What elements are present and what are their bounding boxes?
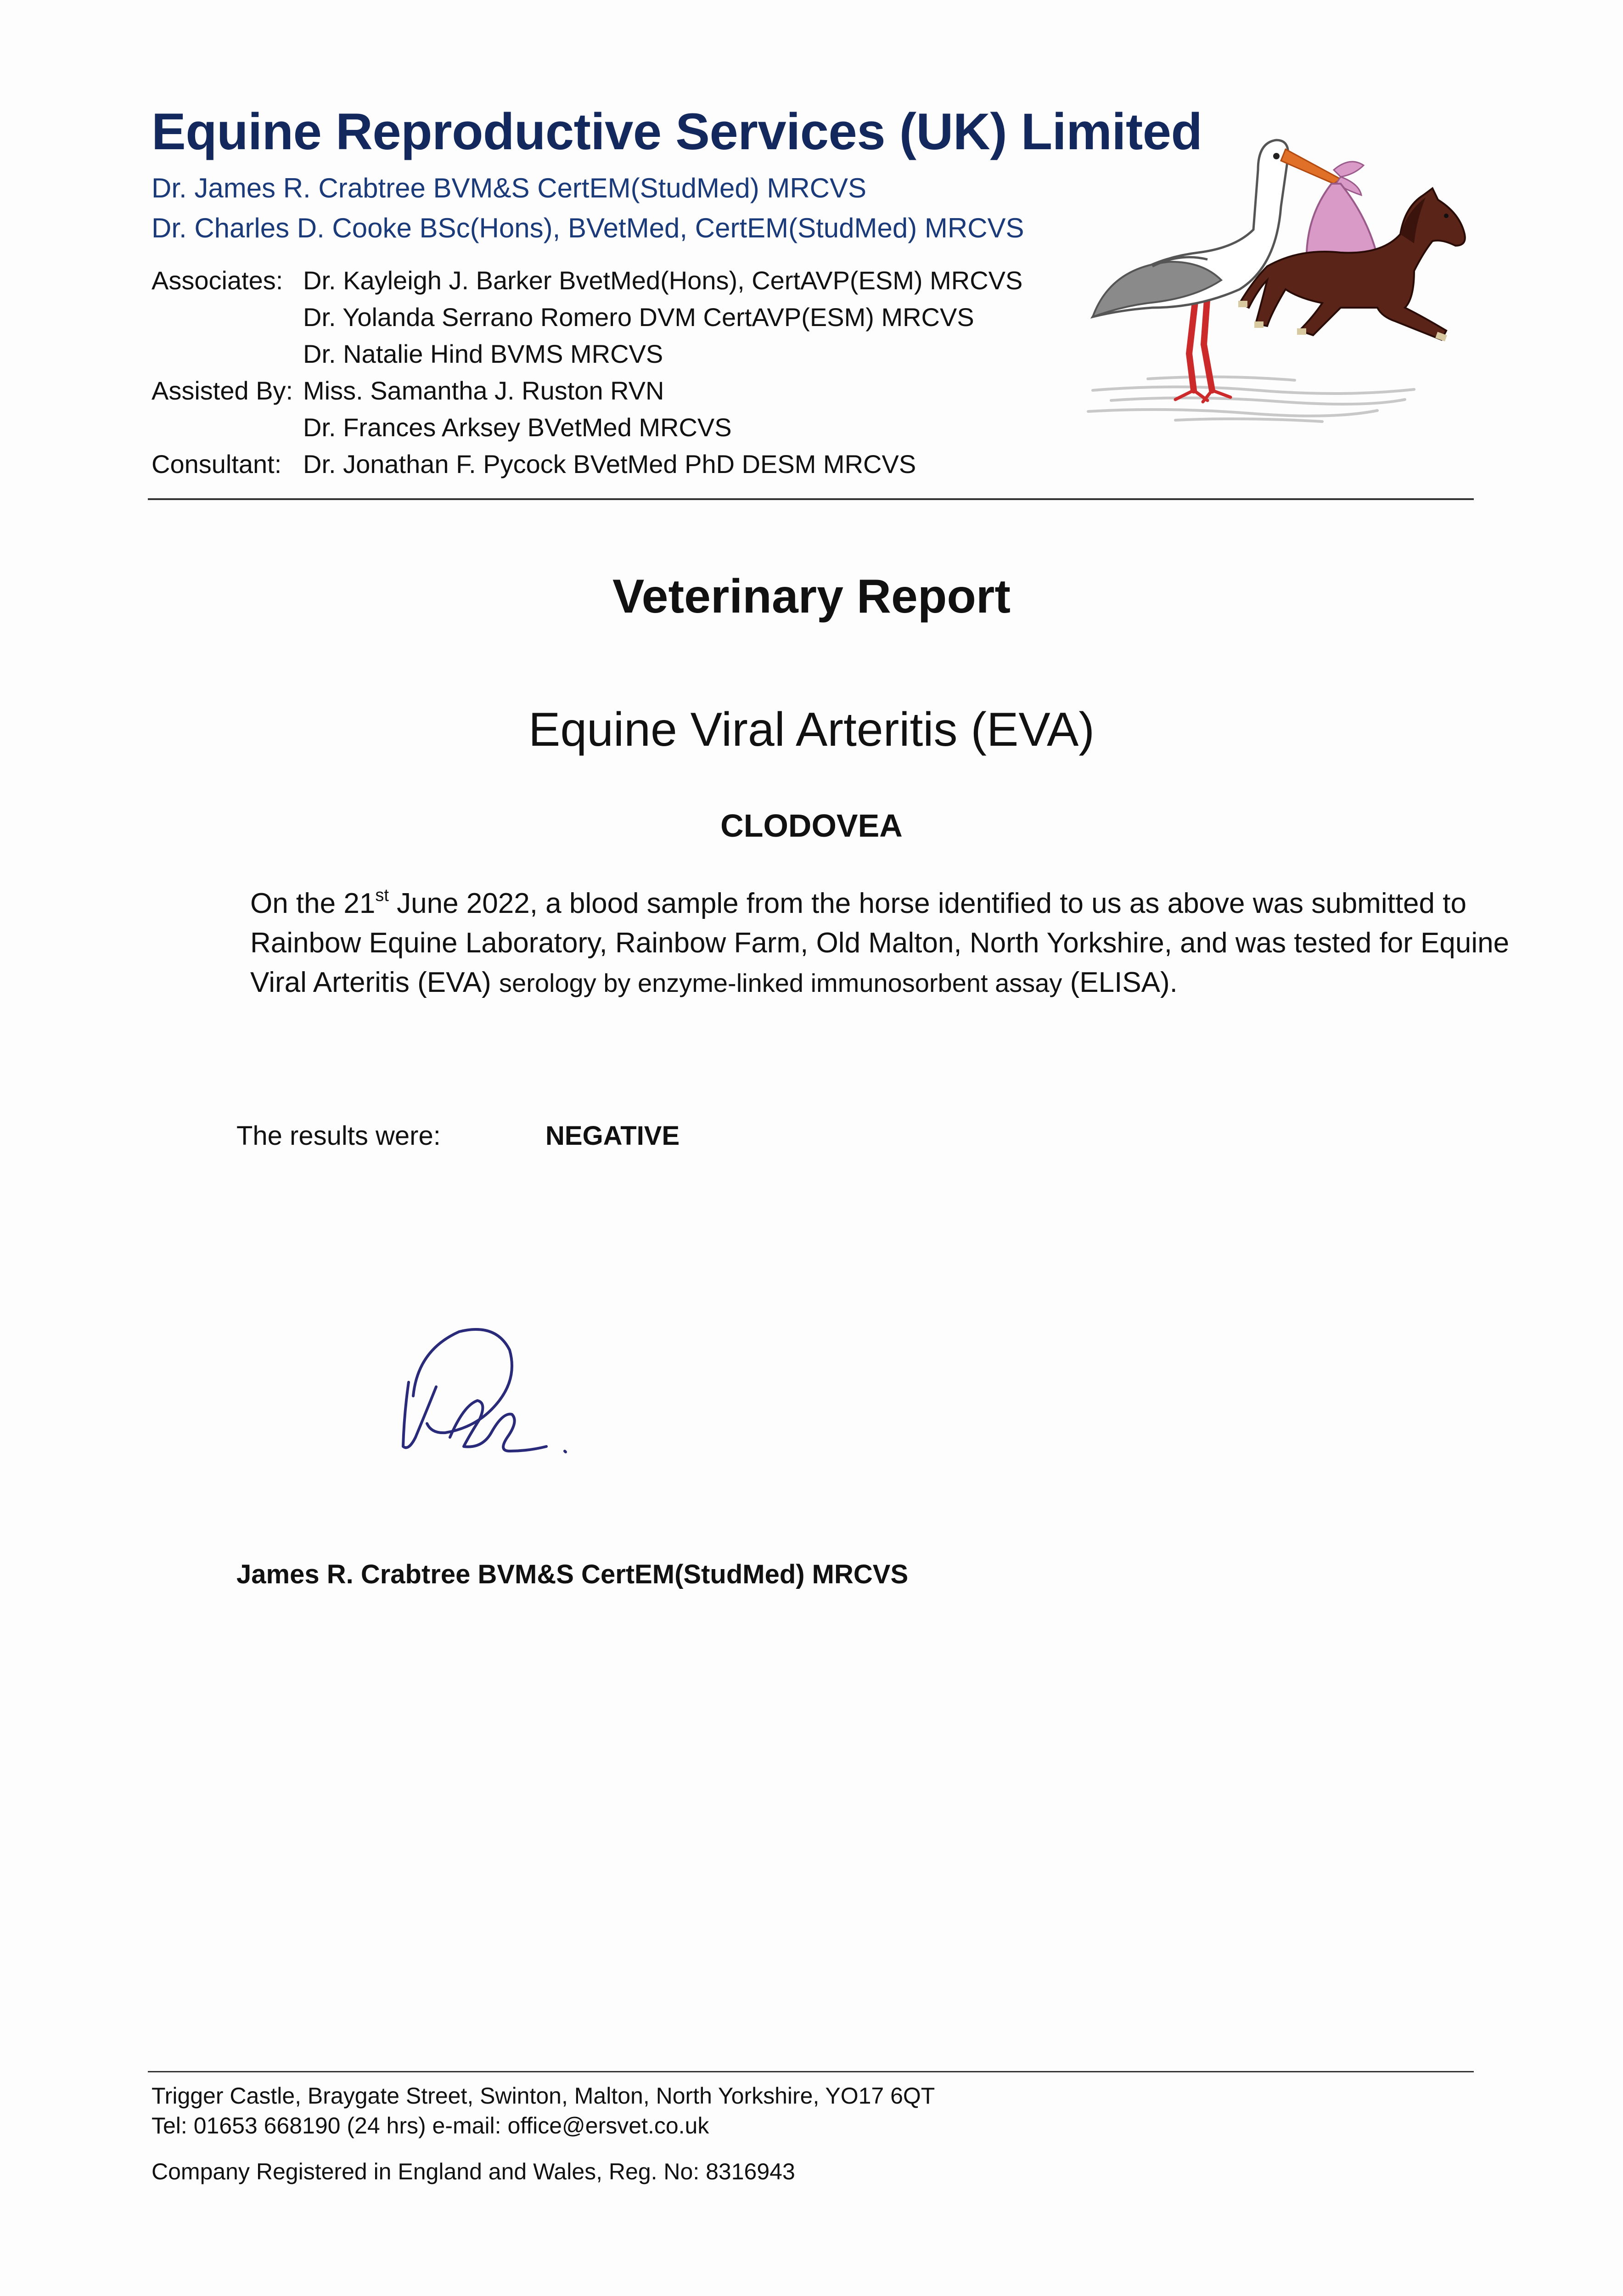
signer-name: James R. Crabtree BVM&S CertEM(StudMed) MRCVS xyxy=(236,1559,909,1589)
report-subject: Equine Viral Arteritis (EVA) xyxy=(528,703,1095,756)
para-main: June 2022, a blood sample from the horse identified to us as above was submitted to Rainbow Equine Laboratory, Rainbow Farm, Old Malton, North Yorkshire, and was tested for Equine Viral Arteritis (EVA) xyxy=(250,888,1510,998)
para-method: serology by enzyme-linked immunosorbent assay xyxy=(499,968,1062,997)
results-value: NEGATIVE xyxy=(545,1121,680,1151)
header-divider xyxy=(148,498,1474,500)
signature xyxy=(395,1313,569,1465)
company-name: Equine Reproductive Services (UK) Limited xyxy=(152,103,1202,160)
associate-2: Dr. Yolanda Serrano Romero DVM CertAVP(ESM) MRCVS xyxy=(303,303,974,332)
associate-1: Dr. Kayleigh J. Barker BvetMed(Hons), CertAVP(ESM) MRCVS xyxy=(303,266,1023,295)
footer-divider xyxy=(148,2071,1474,2072)
footer-address: Trigger Castle, Braygate Street, Swinton, Malton, North Yorkshire, YO17 6QT xyxy=(152,2083,935,2109)
report-title: Veterinary Report xyxy=(612,570,1011,623)
para-end: (ELISA). xyxy=(1062,967,1178,998)
assisted-label: Assisted By: xyxy=(152,376,293,405)
results-label: The results were: xyxy=(236,1121,441,1151)
footer-contact: Tel: 01653 668190 (24 hrs) e-mail: office@ersvet.co.uk xyxy=(152,2113,709,2138)
footer-registration: Company Registered in England and Wales, Reg. No: 8316943 xyxy=(152,2159,795,2184)
associates-label: Associates: xyxy=(152,266,283,295)
assistant-1: Miss. Samantha J. Ruston RVN xyxy=(303,376,664,405)
stork-foal-logo xyxy=(1084,115,1478,436)
para-start: On the 21 xyxy=(250,888,376,919)
associate-3: Dr. Natalie Hind BVMS MRCVS xyxy=(303,339,663,368)
director-1: Dr. James R. Crabtree BVM&S CertEM(StudMed) MRCVS xyxy=(152,173,867,203)
assistant-2: Dr. Frances Arksey BVetMed MRCVS xyxy=(303,413,732,442)
horse-name: CLODOVEA xyxy=(720,808,903,844)
director-2: Dr. Charles D. Cooke BSc(Hons), BVetMed, CertEM(StudMed) MRCVS xyxy=(152,213,1024,243)
report-paragraph xyxy=(250,884,1517,1003)
ordinal-suffix: st xyxy=(375,886,389,905)
consultant-label: Consultant: xyxy=(152,450,282,478)
consultant-name: Dr. Jonathan F. Pycock BVetMed PhD DESM MRCVS xyxy=(303,450,916,478)
